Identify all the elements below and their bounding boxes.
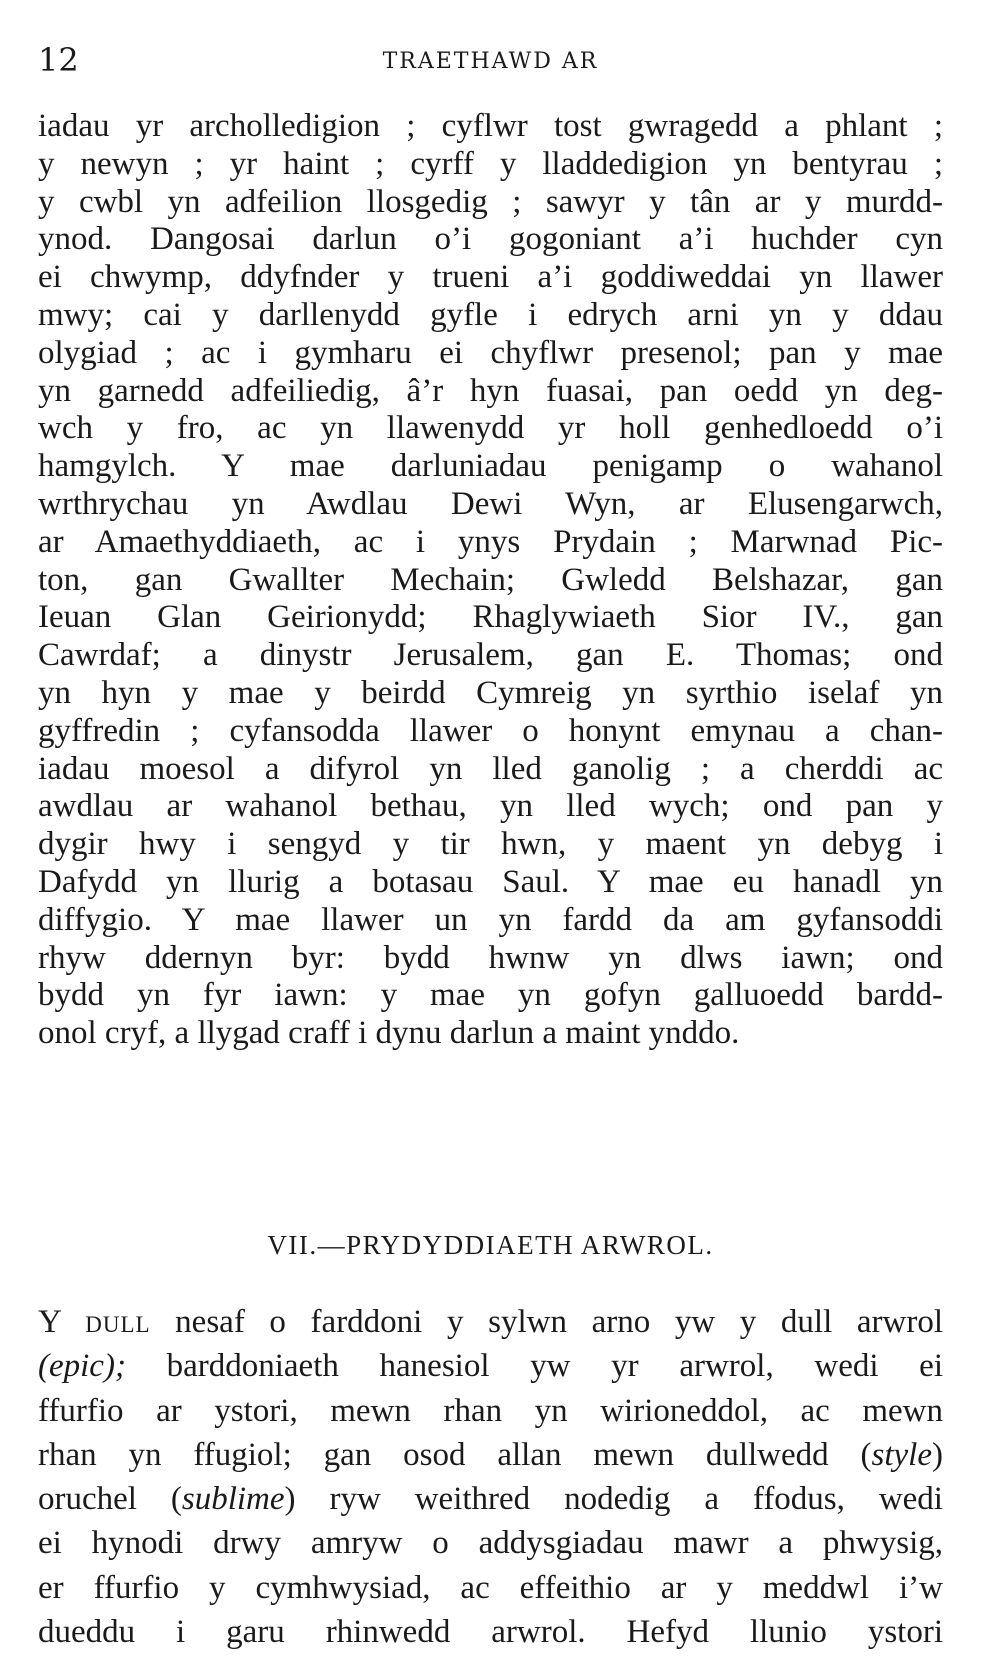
text-fragment: nesaf o farddoni y sylwn arno yw y dull arwrol <box>150 1304 943 1340</box>
text-line: ei hynodi drwy amryw o addysgiadau mawr a phwysig, <box>38 1525 943 1562</box>
text-line: ei chwymp, ddyfnder y trueni a’i goddiweddai yn llawer <box>38 259 943 296</box>
paragraph-continued <box>38 108 943 1053</box>
text-line: ynod. Dangosai darlun o’i gogoniant a’i huchder cyn <box>38 221 943 258</box>
text-line <box>38 1433 943 1477</box>
text-line: gyffredin ; cyfansodda llawer o honynt emynau a chan- <box>38 712 943 749</box>
text-line: dueddu i garu rhinwedd arwrol. Hefyd llunio ystori <box>38 1614 943 1651</box>
text-fragment: oruchel ( <box>38 1481 182 1518</box>
text-line <box>38 1300 943 1344</box>
text-line: onol cryf, a llygad craff i dynu darlun a maint ynddo. <box>38 1015 740 1052</box>
italic-term: style <box>871 1436 932 1473</box>
page-number: 12 <box>38 41 79 79</box>
text-fragment: ) ryw weithred nodedig a ffodus, wedi <box>284 1481 943 1518</box>
text-line: awdlau ar wahanol bethau, yn lled wych; ond pan y <box>38 788 943 825</box>
text-line <box>38 1344 943 1388</box>
text-line: wch y fro, ac yn llawenydd yr holl genhedloedd o’i <box>38 410 943 447</box>
text-line: wrthrychau yn Awdlau Dewi Wyn, ar Elusengarwch, <box>38 485 943 522</box>
section-paragraph <box>38 1300 943 1654</box>
section-heading: VII.—PRYDYDDIAETH ARWROL. <box>267 1230 714 1260</box>
text-line: y cwbl yn adfeilion llosgedig ; sawyr y tân ar y murdd- <box>38 183 943 220</box>
text-fragment: rhan yn ffugiol; gan osod allan mewn dullwedd ( <box>38 1436 872 1473</box>
text-line: hamgylch. Y mae darluniadau penigamp o wahanol <box>38 448 943 485</box>
text-line: Cawrdaf; a dinystr Jerusalem, gan E. Thomas; ond <box>38 637 943 674</box>
italic-term: (epic); <box>38 1348 126 1385</box>
lead-word: Y <box>38 1304 61 1340</box>
text-line: iadau yr archolledigion ; cyflwr tost gwragedd a phlant ; <box>38 108 943 144</box>
text-fragment: ) <box>932 1436 943 1473</box>
text-line: diffygio. Y mae llawer un yn fardd da am gyfansoddi <box>38 901 943 938</box>
text-line: ffurfio ar ystori, mewn rhan yn wirioneddol, ac mewn <box>38 1392 943 1429</box>
text-line: Ieuan Glan Geirionydd; Rhaglywiaeth Sior IV., gan <box>38 599 943 636</box>
text-line: iadau moesol a difyrol yn lled ganolig ; a cherddi ac <box>38 750 943 787</box>
text-line: y newyn ; yr haint ; cyrff y lladdedigion yn bentyrau ; <box>38 145 943 182</box>
text-line <box>38 1477 943 1521</box>
lead-smallcaps: dull <box>85 1304 151 1340</box>
text-line: mwy; cai y darllenydd gyfle i edrych arni yn y ddau <box>38 296 943 333</box>
text-line: ton, gan Gwallter Mechain; Gwledd Belshazar, gan <box>38 561 943 598</box>
text-line: bydd yn fyr iawn: y mae yn gofyn galluoedd bardd- <box>38 977 943 1014</box>
text-line: er ffurfio y cymhwysiad, ac effeithio ar y meddwl i’w <box>38 1569 943 1606</box>
text-line: Dafydd yn llurig a botasau Saul. Y mae eu hanadl yn <box>38 863 943 900</box>
text-line: ar Amaethyddiaeth, ac i ynys Prydain ; Marwnad Pic- <box>38 523 943 560</box>
text-fragment: barddoniaeth hanesiol yw yr arwrol, wedi ei <box>125 1348 943 1385</box>
text-line: rhyw ddernyn byr: bydd hwnw yn dlws iawn; ond <box>38 939 943 976</box>
text-line: yn hyn y mae y beirdd Cymreig yn syrthio iselaf yn <box>38 674 943 711</box>
text-line: olygiad ; ac i gymharu ei chyflwr presenol; pan y mae <box>38 334 943 371</box>
text-line: dygir hwy i sengyd y tir hwn, y maent yn debyg i <box>38 826 943 863</box>
text-line: yn garnedd adfeiliedig, â’r hyn fuasai, pan oedd yn deg- <box>38 372 943 409</box>
italic-term: sublime <box>181 1481 285 1518</box>
running-title: TRAETHAWD AR <box>382 49 599 74</box>
running-head <box>38 40 943 80</box>
